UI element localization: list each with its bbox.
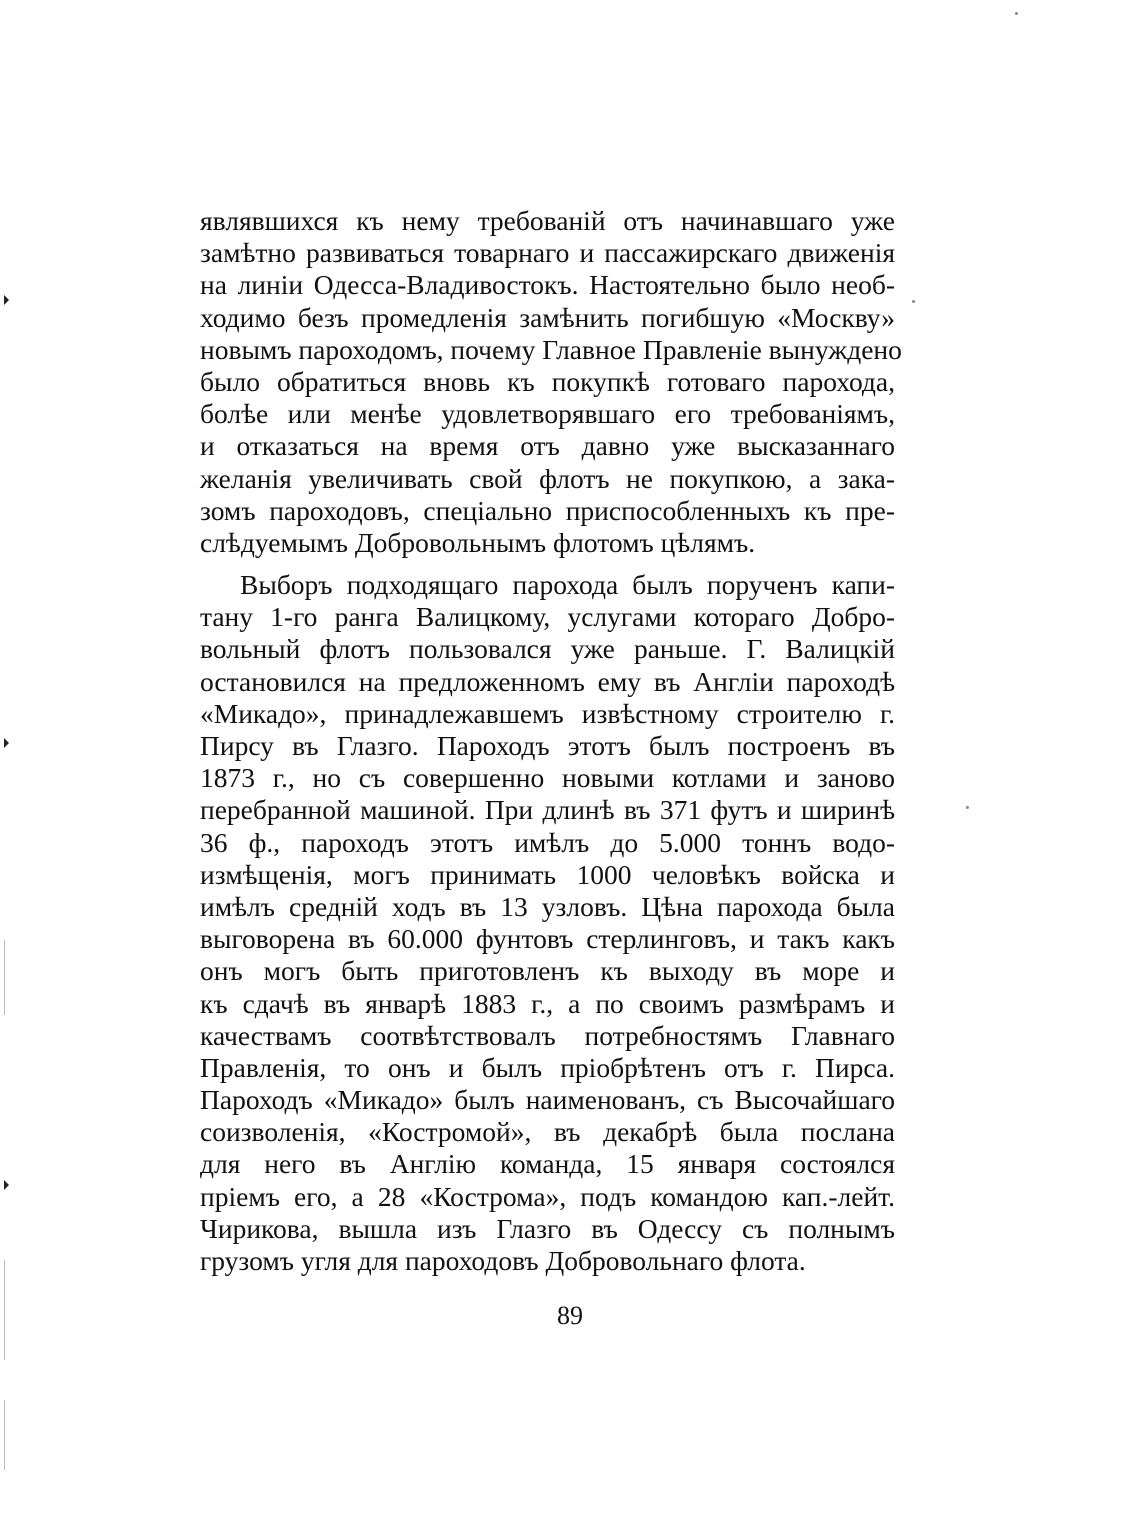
text-line: пріемъ его, а 28 «Кострома», подъ командою кап.-лейт.: [200, 1180, 895, 1212]
scan-margin-rule: [4, 1260, 5, 1360]
text-line: являвшихся къ нему требованій отъ начинавшаго уже: [200, 205, 895, 236]
text-line: новымъ пароходомъ, почему Главное Правленіе вынуждено: [200, 333, 902, 365]
page-number: 89: [557, 1301, 583, 1330]
scan-speck: [912, 300, 915, 303]
text-line: 1873 г., но съ совершенно новыми котлами и заново: [200, 762, 895, 794]
paragraph-1: [200, 205, 902, 559]
scan-mark-icon: [4, 1180, 9, 1190]
paragraph-2: [200, 569, 895, 1277]
text-line: онъ могъ быть приготовленъ къ выходу въ море и: [200, 955, 895, 987]
paragraph-gap: [200, 559, 895, 569]
text-line: вольный флотъ пользовался уже раньше. Г. Валицкій: [200, 633, 895, 665]
text-line: для него въ Англію команда, 15 января состоялся: [200, 1148, 895, 1180]
text-line: имѣлъ средній ходъ въ 13 узловъ. Цѣна парохода была: [200, 890, 895, 922]
text-line: Пароходъ «Микадо» былъ наименованъ, съ Высочайшаго: [200, 1084, 895, 1116]
text-line: соизволенія, «Костромой», въ декабрѣ была послана: [200, 1116, 895, 1148]
scan-mark-icon: [4, 738, 9, 748]
text-line: на линіи Одесса-Владивостокъ. Настоятельно было необ-: [200, 269, 895, 301]
text-line: было обратиться вновь къ покупкѣ готоваго парохода,: [200, 365, 895, 397]
text-line: ходимо безъ промедленія замѣнить погибшую «Москву»: [200, 301, 895, 333]
text-line: «Микадо», принадлежавшемъ извѣстному строителю г.: [200, 697, 895, 729]
scan-speck: [966, 806, 969, 809]
text-line: къ сдачѣ въ январѣ 1883 г., а по своимъ размѣрамъ и: [200, 987, 895, 1019]
text-line: грузомъ угля для пароходовъ Добровольнаго флота.: [200, 1245, 806, 1276]
text-line: выговорена въ 60.000 фунтовъ стерлинговъ, и такъ какъ: [200, 923, 895, 955]
text-line: перебранной машиной. При длинѣ въ 371 футъ и ширинѣ: [200, 794, 895, 826]
text-line: тану 1-го ранга Валицкому, услугами котораго Добро-: [200, 601, 895, 633]
text-line: слѣдуемымъ Добровольнымъ флотомъ цѣлямъ.: [200, 526, 756, 558]
body-text: [200, 205, 902, 1277]
text-line: болѣе или менѣе удовлетворявшаго его требованіямъ,: [200, 398, 895, 430]
text-line: Пирсу въ Глазго. Пароходъ этотъ былъ построенъ въ: [200, 730, 895, 761]
text-line: желанія увеличивать свой флотъ не покупкою, а зака-: [200, 462, 895, 494]
scan-speck: [1015, 12, 1018, 15]
text-line: и отказаться на время отъ давно уже высказаннаго: [200, 430, 895, 462]
text-line: Правленія, то онъ и былъ пріобрѣтенъ отъ г. Пирса.: [200, 1051, 895, 1083]
scan-margin-rule: [4, 940, 5, 1015]
text-line: 36 ф., пароходъ этотъ имѣлъ до 5.000 тоннъ водо-: [200, 826, 895, 858]
text-line: зомъ пароходовъ, спеціально приспособленныхъ къ пре-: [200, 494, 895, 526]
text-line: Чирикова, вышла изъ Глазго въ Одессу съ полнымъ: [200, 1212, 895, 1244]
text-line: качествамъ соотвѣтствовалъ потребностямъ Главнаго: [200, 1019, 895, 1051]
scan-margin-rule: [4, 1400, 5, 1470]
text-line: остановился на предложенномъ ему въ Англіи пароходѣ: [200, 665, 895, 697]
scan-mark-icon: [4, 295, 9, 305]
text-line: замѣтно развиваться товарнаго и пассажирскаго движенія: [200, 237, 895, 269]
text-line: Выборъ подходящаго парохода былъ порученъ капи-: [240, 569, 895, 601]
text-line: измѣщенія, могъ принимать 1000 человѣкъ войска и: [200, 858, 895, 890]
